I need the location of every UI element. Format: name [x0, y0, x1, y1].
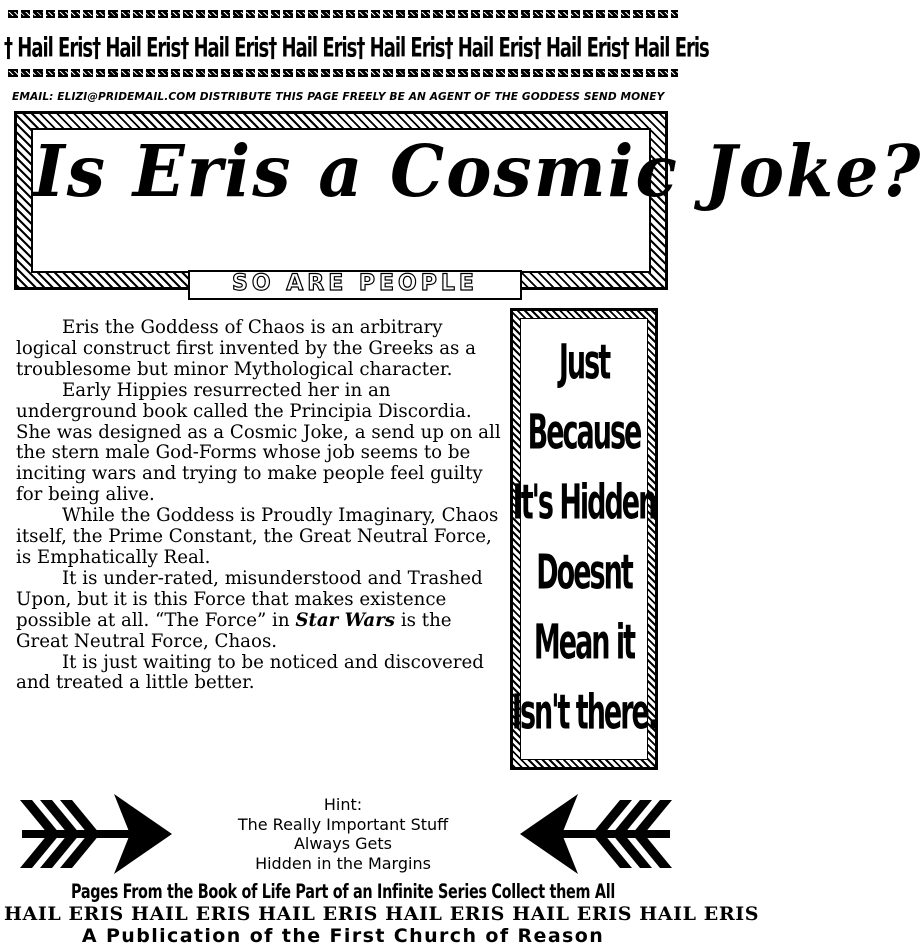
paragraph: Early Hippies resurrected her in an underground book called the Principia Discordia. She was designed as a Cosmic Joke, a send up on all the stern male God-Forms whose job seems to be inciting wars and trying to make people feel guilty for being alive. [16, 379, 501, 506]
hail-item: † Hail Eris [92, 30, 181, 64]
title-frame [14, 111, 922, 290]
hint-line: The Really Important Stuff [237, 814, 449, 834]
hint-line: Hidden in the Margins [255, 853, 431, 873]
arrow-left-icon [18, 792, 176, 876]
page-title: Is Eris a Cosmic Joke? [33, 130, 922, 214]
footer-publication-line: A Publication of the First Church of Reason [81, 925, 605, 947]
hail-item: † Hail Eris [180, 30, 269, 64]
top-border-strip [8, 10, 678, 18]
hail-item: † Hail Eris [444, 30, 533, 64]
hint-text [168, 795, 518, 873]
hint-line: Hint: [323, 795, 363, 814]
info-line: EMAIL: ELIZI@PRIDEMAIL.COM DISTRIBUTE THIS PAGE FREELY BE AN AGENT OF THE GODDESS SEND MONEY [12, 91, 665, 103]
hail-item: † Hail Eris [4, 30, 93, 64]
sidebar-line: Mean it [533, 615, 635, 672]
emphasis-text: Star Wars [295, 609, 396, 631]
paragraph-text: is the Great Neutral Force, Chaos. [16, 609, 452, 652]
sidebar-panel [511, 318, 657, 760]
footer-hail-line: HAIL ERIS HAIL ERIS HAIL ERIS HAIL ERIS HAIL ERIS HAIL ERIS [4, 903, 760, 925]
top-border-strip-lower [8, 69, 678, 77]
paragraph: Eris the Goddess of Chaos is an arbitrary logical construct first invented by the Greeks as a troublesome but minor Mythological character. [16, 317, 477, 380]
sidebar-line: Because [527, 405, 641, 462]
paragraph-text: It is under-rated, misunderstood and Trashed Upon, but it is this Force that makes existence possible at all. “The Force” in [16, 567, 483, 631]
hail-item: † Hail Eris [268, 30, 357, 64]
footer-series-line: Pages From the Book of Life Part of an Infinite Series Collect them All [71, 880, 615, 903]
hint-line: Always Gets [293, 834, 393, 853]
arrow-left-icon [516, 792, 674, 876]
sidebar-box [510, 308, 658, 770]
sidebar-line: It's Hidden [512, 475, 656, 532]
hail-eris-banner [4, 29, 709, 65]
paragraph: It is just waiting to be noticed and discovered and treated a little better. [16, 651, 484, 694]
sidebar-line: Just [558, 335, 610, 392]
title-panel [31, 128, 922, 273]
paragraph [16, 569, 502, 653]
sidebar-line: Isn't there. [511, 685, 657, 742]
article-body [16, 318, 502, 694]
sidebar-line: Doesnt [536, 545, 632, 602]
hail-item: † Hail Eris [620, 30, 709, 64]
paragraph: While the Goddess is Proudly Imaginary, Chaos itself, the Prime Constant, the Great Neutral Force, is Emphatically Real. [16, 505, 499, 568]
hail-item: † Hail Eris [532, 30, 621, 64]
page-subtitle: SO ARE PEOPLE [188, 270, 522, 300]
hail-item: † Hail Eris [356, 30, 445, 64]
